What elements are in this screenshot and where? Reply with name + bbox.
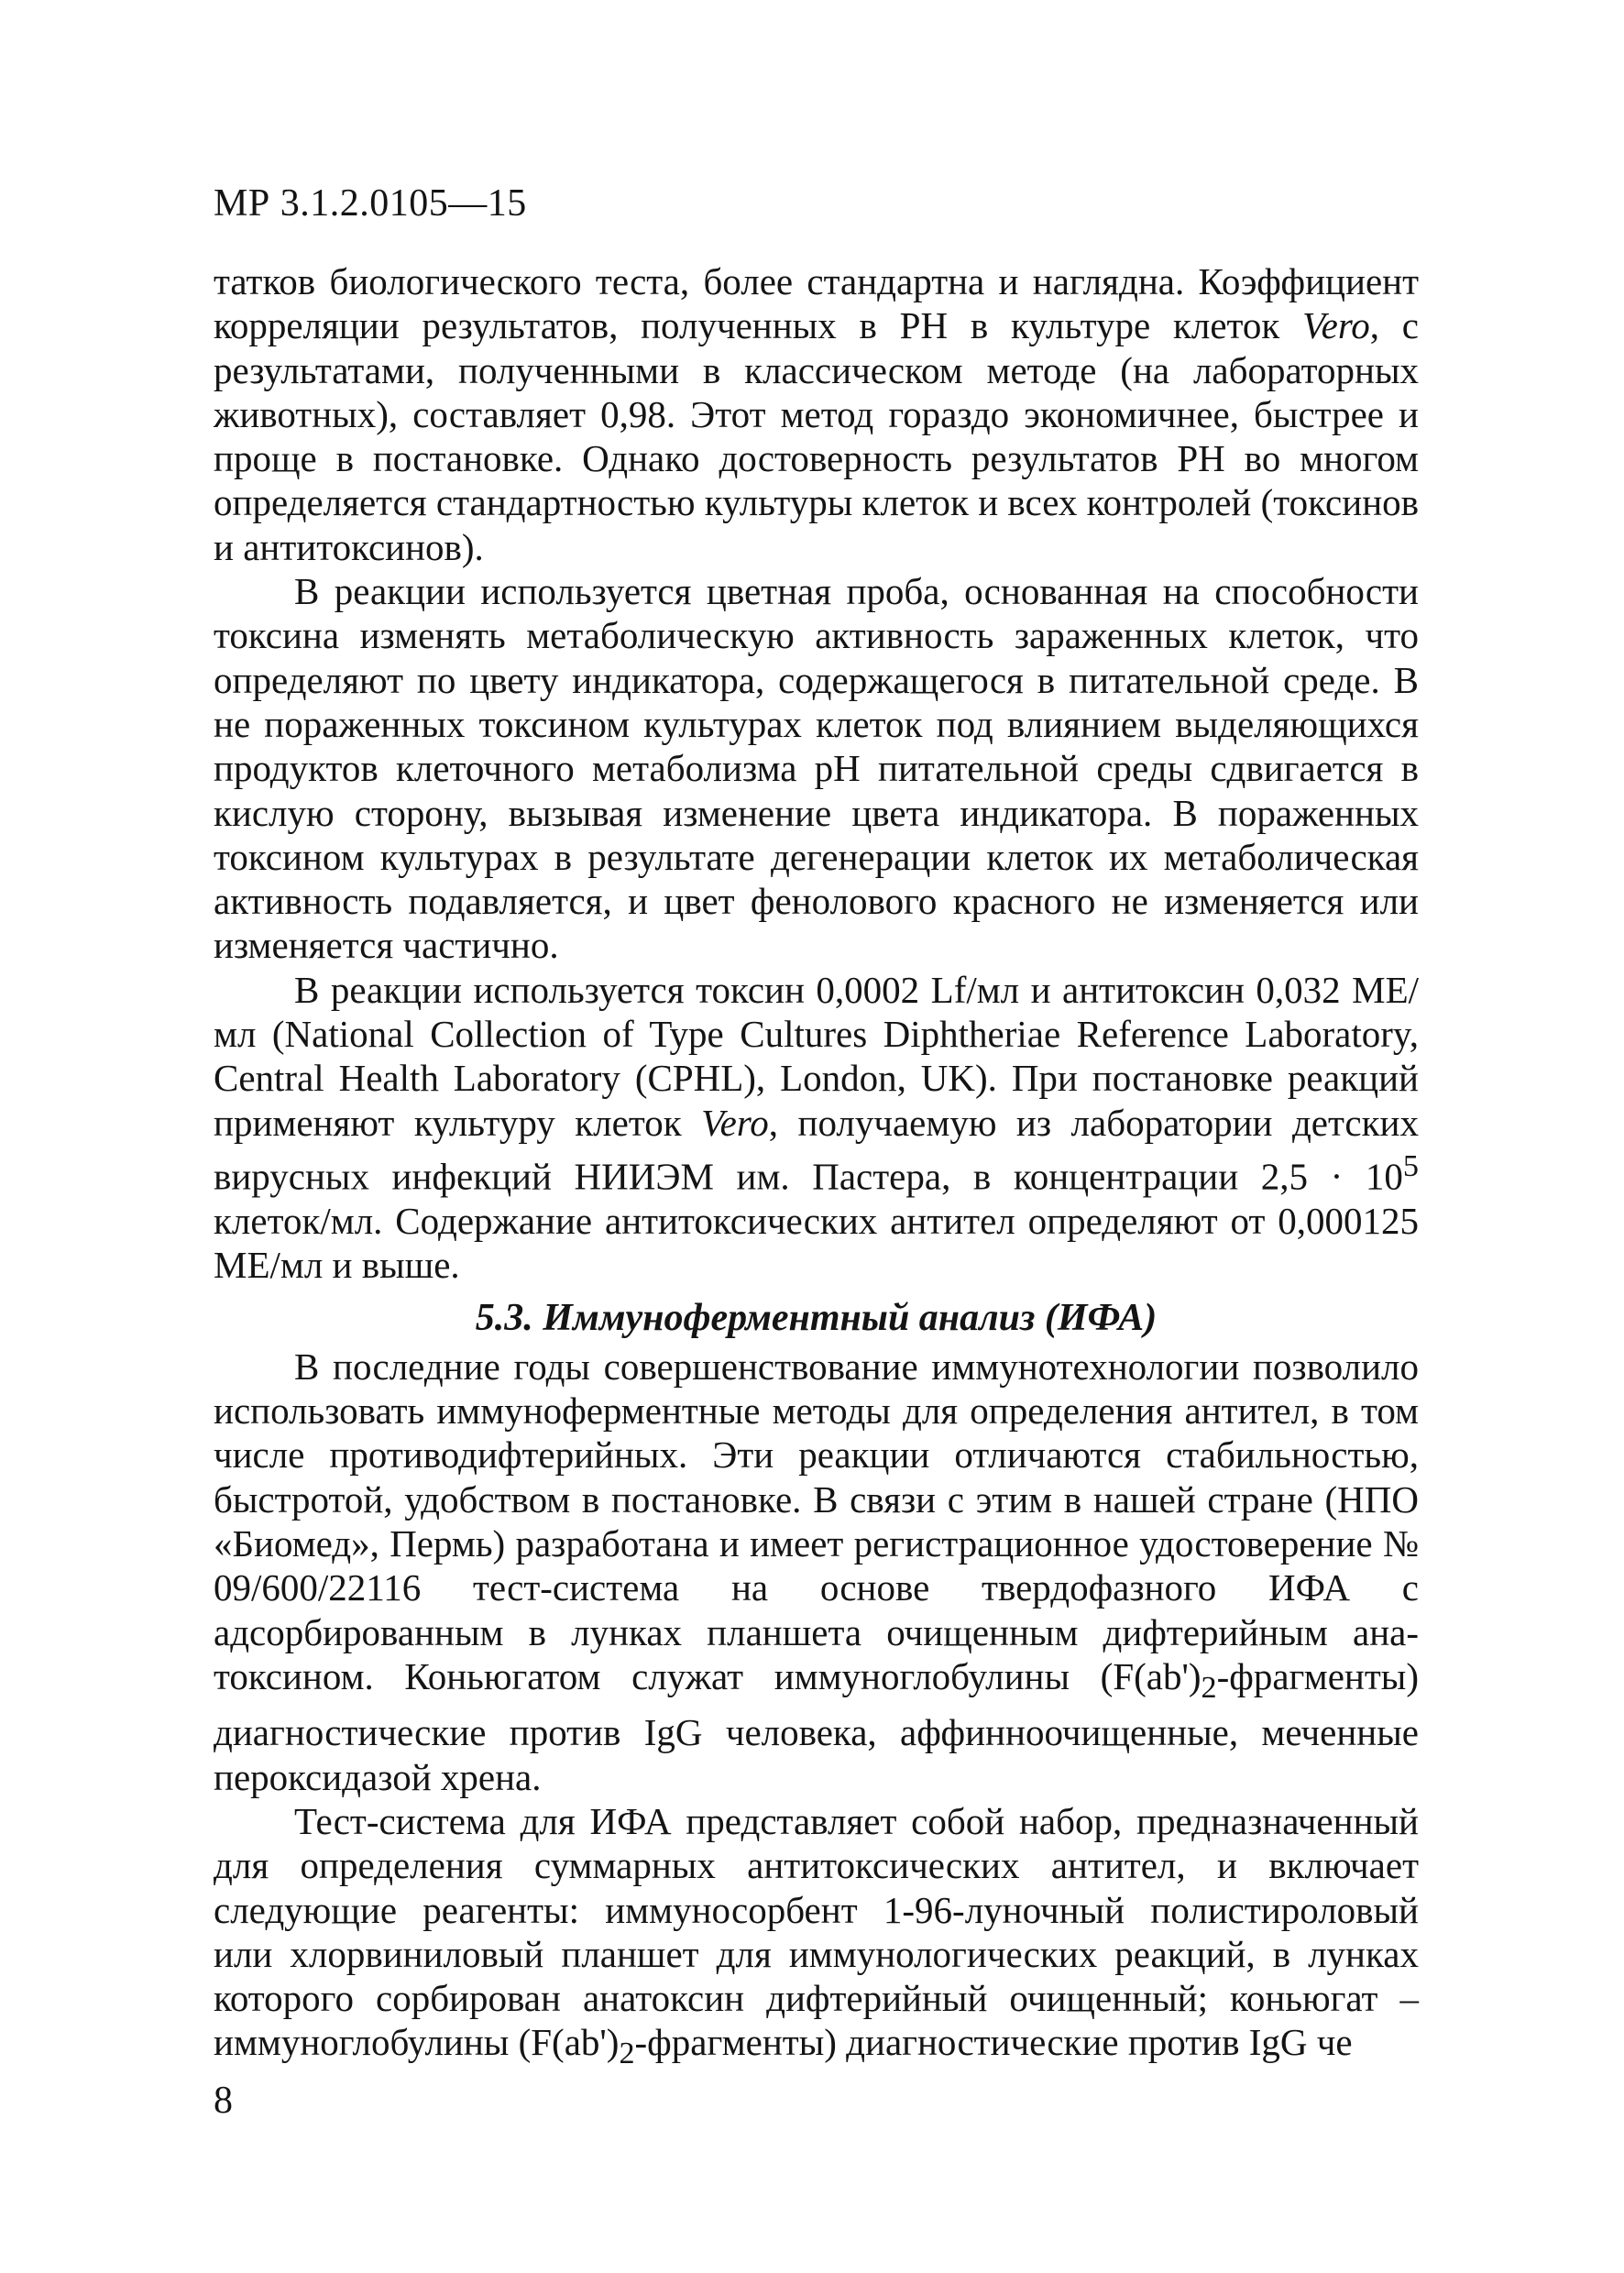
paragraph: татков биологического теста, более стандартна и наглядна. Коэффициент корреляции результатов, полученных в РН в культуре клеток Vero, с результатами, полученными в классическом методе (на лабораторных животных), составляет 0,98. Этот метод гораздо экономичнее, быстрее и проще в постановке. Однако достоверность результатов РН во многом определяется стандартностью культуры клеток и всех контролей (токсинов и антитоксинов). bbox=[214, 260, 1419, 568]
section-heading: 5.3. Иммуноферментный анализ (ИФА) bbox=[475, 1297, 1158, 1340]
pre-section-paragraphs bbox=[214, 259, 1419, 1287]
paragraph: В реакции используется цветная проба, основанная на способности токсина изменять метаболическую активность зараженных клеток, что определяют по цвету индикатора, содержащегося в питательной среде. В не пораженных токсином культурах клеток под влиянием выделяющихся продуктов клеточного метаболизма рН питательной среды сдвигается в кислую сторону, вызывая изменение цвета индикатора. В пораженных токсином культурах в результате дегенерации клеток их метаболическая активность подавляется, и цвет фенолового красного не изменяется или изменяется частично. bbox=[214, 570, 1419, 967]
page-number: 8 bbox=[214, 2080, 233, 2122]
running-head: МР 3.1.2.0105—15 bbox=[214, 182, 527, 225]
body-text bbox=[214, 259, 1419, 2077]
section-paragraphs bbox=[214, 1345, 1419, 2077]
paragraph: В реакции используется токсин 0,0002 Lf/мл и антитоксин 0,032 МЕ/мл (National Collection of Type Cultures Diphtheriae Reference Laboratory, Central Health Laboratory (CPHL), London, UK). При постановке реакций применяют культуру клеток Vero, получаемую из лаборатории детских вирусных инфекций НИИЭМ им. Пастера, в концентрации $2,5 \cdot 10^5$ клеток/мл. Содержание антитоксических антител определяют от 0,000125 МЕ/мл и выше. bbox=[214, 968, 1419, 1287]
paragraph: Тест-система для ИФА представляет собой набор, предназначенный для определения суммарных антитоксических антител, и включает следующие реагенты: иммуносорбент 1-96-луночный полистироловый или хлорвиниловый планшет для иммунологических реакций, в лунках которого сорбирован анатоксин дифтерийный очищенный; коньюгат – иммуноглобулины $(F(ab')_2-фрагменты)$ диагностические против IgG че bbox=[214, 1799, 1419, 2071]
paragraph: В последние годы совершенствование иммунотехнологии позволило использовать иммуноферментные методы для определения антител, в том числе противодифтерийных. Эти реакции отличаются стабильностью, быстротой, удобством в постановке. В связи с этим в нашей стране (НПО «Биомед», Пермь) разработана и имеет регистрационное удостоверение № 09/600/22116 тест-система на основе твердофазного ИФА с адсорбированным в лунках планшета очищенным дифтерийным анатоксином. Коньюгатом служат иммуноглобулины $(F(ab')_2-фрагменты)$ диагностические против IgG человека, аффинноочищенные, меченные пероксидазой хрена. bbox=[214, 1345, 1419, 1798]
